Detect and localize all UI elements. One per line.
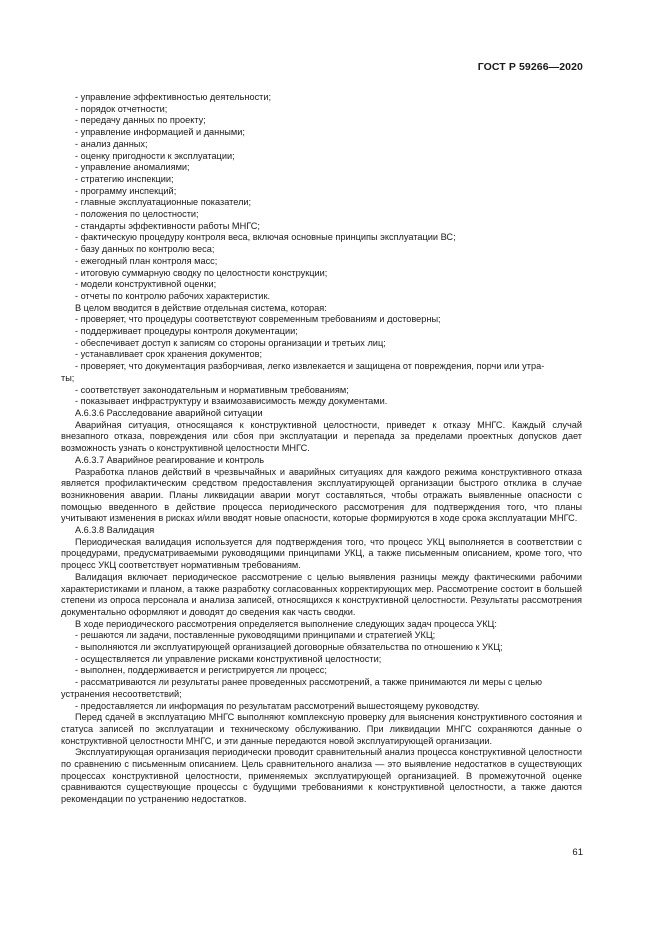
page-content (61, 92, 582, 806)
list-item: - выполнен, поддерживается и регистрируется ли процесс; (75, 665, 327, 676)
list-item: - ежегодный план контроля масс; (75, 255, 218, 266)
paragraph-a638-2: Валидация включает периодическое рассмотрение с целью выявления разницы между фактическими рабочими характеристиками и планом, а также разработку согласованных корректирующих мер. Рассмотрение состоит в большей степени из опроса персонала и анализа записей, относящихся к конструктивной целостности. Результаты рассмотрения документально оформляют и доводят до сведения как часть сводки. (61, 571, 582, 617)
list-item: - решаются ли задачи, поставленные руководящими принципами и стратегией УКЦ; (75, 630, 436, 641)
paragraph-benchmarking: Эксплуатирующая организация периодически проводит сравнительный анализ процесса конструктивной целостности по сравнению с письменным описанием. Цель сравнительного анализа — это выявление недостатков в существующих процессах конструктивной целостности, применяемых эксплуатирующей организацией. В промежуточной оценке сравниваются существующие процессы с будущими требованиями к конструктивной целостности, а также даются рекомендации по устранению недостатков. (61, 747, 582, 805)
list-item: - анализ данных; (75, 138, 148, 149)
page-number: 61 (572, 847, 583, 858)
list-item: - положения по целостности; (75, 209, 199, 220)
list-item: - показывает инфраструктуру и взаимозависимость между документами. (75, 396, 388, 407)
system-intro: В целом вводится в действие отдельная система, которая: (75, 302, 327, 313)
list-item: - главные эксплуатационные показатели; (75, 197, 252, 208)
standard-number: ГОСТ Р 59266—2020 (477, 61, 583, 73)
list-item: - итоговую суммарную сводку по целостности конструкции; (75, 267, 328, 278)
review-tasks-list (61, 630, 582, 677)
system-functions-list (61, 314, 582, 361)
list-item: - проверяет, что документация разборчивая, легко извлекается и защищена от повреждения, порчи или утра- (75, 361, 545, 372)
documents-list (61, 92, 582, 303)
list-item: - обеспечивает доступ к записям со стороны организации и третьих лиц; (75, 337, 386, 348)
list-item: - порядок отчетности; (75, 103, 168, 114)
list-item: - выполняются ли эксплуатирующей организацией договорные обязательства по отношению к УКЦ; (75, 642, 503, 653)
list-item: - управление информацией и данными; (75, 127, 245, 138)
paragraph-a638-3: В ходе периодического рассмотрения определяется выполнение следующих задач процесса УКЦ: (75, 618, 497, 629)
list-item: - оценку пригодности к эксплуатации; (75, 150, 235, 161)
list-item: - управление аномалиями; (75, 162, 190, 173)
paragraph-handover: Перед сдачей в эксплуатацию МНГС выполняют комплексную проверку для выяснения конструктивного состояния и статуса записей по эксплуатации и техническому обслуживанию. При ликвидации МНГС сохраняются данные о конструктивной целостности МНГС, и эти данные передаются новой эксплуатирующей организации. (61, 712, 582, 746)
list-item: - проверяет, что процедуры соответствуют современным требованиям и достоверны; (75, 314, 441, 325)
paragraph-a637: Разработка планов действий в чрезвычайных и аварийных ситуациях для каждого режима конструктивного отказа является профилактическим средством предоставления эксплуатирующей организации быстрого отклика в случае возникновения аварии. Планы ликвидации аварии могут составляться, чтобы отражать выявленные опасности с помощью введенного в действие процесса периодического рассмотрения для подтверждения того, что планы учитывают изменения в рисках и/или вводят новые опасности, которые формируются в ходе срока эксплуатации МНГС. (61, 466, 582, 524)
paragraph-a638-1: Периодическая валидация используется для подтверждения того, что процесс УКЦ выполняется в соответствии с процедурами, предусматриваемыми руководящими принципами УКЦ, а также письменным описанием, кроме того, что процесс УКЦ соответствует нормативным требованиям. (61, 536, 582, 571)
list-item: - отчеты по контролю рабочих характеристик. (75, 290, 271, 301)
section-title-a637: А.6.3.7 Аварийное реагирование и контроль (75, 454, 265, 465)
list-item: - программу инспекций; (75, 185, 177, 196)
list-item-continuation: устранения несоответствий; (61, 688, 182, 699)
list-item: - базу данных по контролю веса; (75, 244, 215, 255)
section-title-a636: А.6.3.6 Расследование аварийной ситуации (75, 407, 263, 418)
list-item: - модели конструктивной оценки; (75, 279, 217, 290)
list-item-continuation: ты; (61, 372, 75, 383)
list-item: - стратегию инспекции; (75, 173, 174, 184)
list-item: - соответствует законодательным и нормативным требованиям; (75, 384, 349, 395)
paragraph-a636: Аварийная ситуация, относящаяся к конструктивной целостности, приведет к отказу МНГС. Каждый случай внезапного отказа, повреждения или сбоя при эксплуатации и перепада за пределами проектных допусков дает возможность узнать о конструктивной целостности МНГС. (61, 419, 582, 454)
list-item: - стандарты эффективности работы МНГС; (75, 220, 260, 231)
list-item: - предоставляется ли информация по результатам рассмотрений вышестоящему руководству. (75, 700, 480, 711)
list-item: - поддерживает процедуры контроля документации; (75, 326, 298, 337)
system-functions-list-cont (61, 385, 582, 408)
list-item: - осуществляется ли управление рисками конструктивной целостности; (75, 653, 382, 664)
list-item: - фактическую процедуру контроля веса, включая основные принципы эксплуатации ВС; (75, 232, 456, 243)
list-item: - рассматриваются ли результаты ранее проведенных рассмотрений, а также принимаются ли меры с целью (75, 677, 543, 688)
section-title-a638: А.6.3.8 Валидация (75, 525, 155, 536)
list-item: - управление эффективностью деятельности; (75, 92, 272, 102)
list-item: - устанавливает срок хранения документов; (75, 349, 263, 360)
list-item: - передачу данных по проекту; (75, 115, 206, 126)
